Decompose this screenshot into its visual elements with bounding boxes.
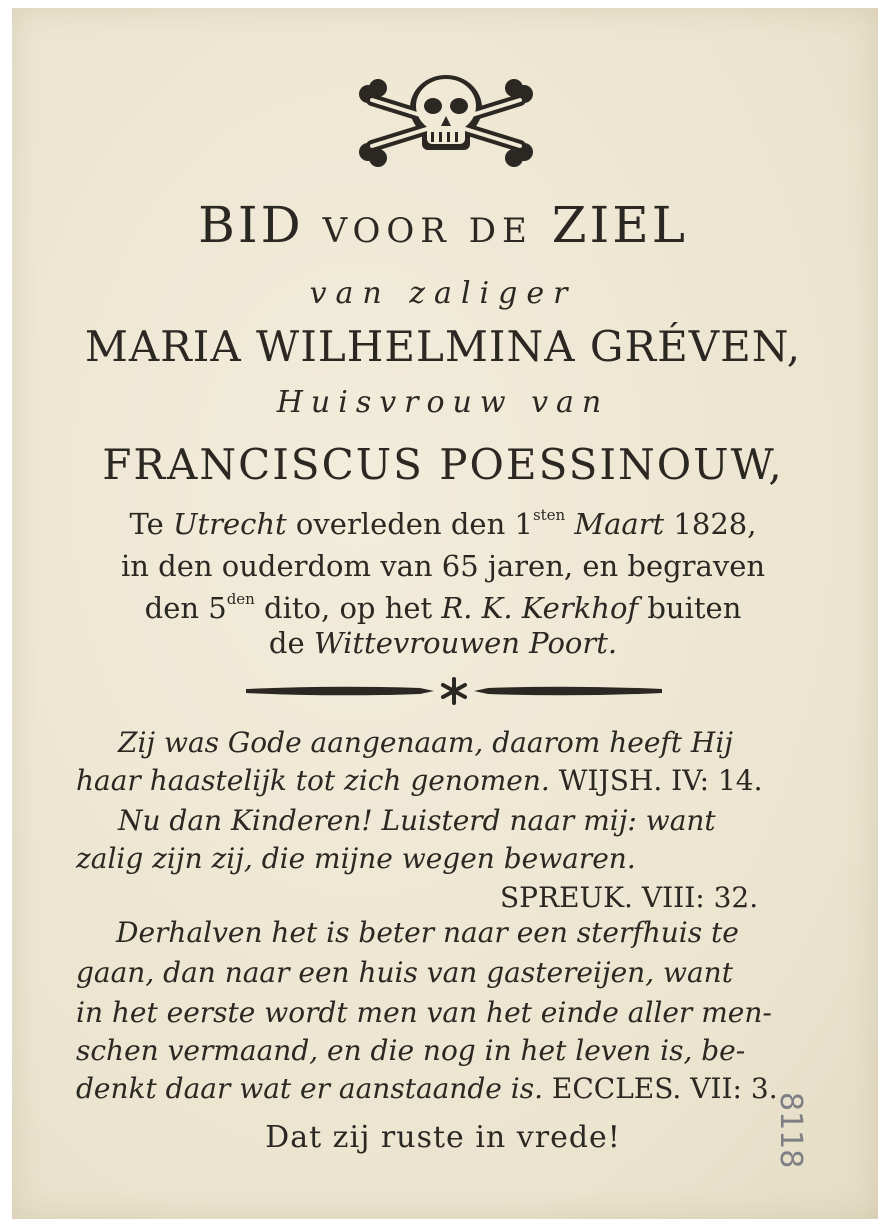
- title-ziel: ZIEL: [551, 196, 688, 254]
- verse-line-6: Derhalven het is beter naar een sterfhuis te: [116, 916, 739, 949]
- verse-line-10: denkt daar wat er aanstaande is. ECCLES. VII: 3.: [76, 1072, 778, 1105]
- subtitle-huisvrouw: Huisvrouw van: [276, 385, 610, 420]
- verse-line-7: gaan, dan naar een huis van gastereijen, want: [76, 956, 733, 989]
- verse-line-2: haar haastelijk tot zich genomen. WIJSH. IV: 14.: [76, 764, 763, 797]
- subtitle-van-zaliger: van zaliger: [309, 276, 577, 311]
- deceased-name: MARIA WILHELMINA GRÉVEN,: [84, 322, 802, 371]
- card-title: [0, 196, 886, 254]
- details-line-2: in den ouderdom van 65 jaren, en begraven: [120, 549, 766, 583]
- spouse-name: FRANCISCUS POESSINOUW,: [102, 440, 784, 489]
- verse-line-8: in het eerste wordt men van het einde aller men-: [76, 996, 772, 1029]
- title-voor-de: VOOR DE: [322, 211, 533, 251]
- skull-crossbones-icon: [358, 72, 534, 168]
- verse-ref-spreuk: SPREUK. VIII: 32.: [500, 881, 759, 914]
- catalog-stamp: 8118: [773, 1092, 808, 1169]
- verse-line-1: Zij was Gode aangenaam, daarom heeft Hij: [118, 726, 733, 759]
- closing-prayer: Dat zij ruste in vrede!: [265, 1120, 621, 1155]
- details-line-3: den $5^{den}$ dito, op het R. K. Kerkhof buiten: [144, 590, 742, 625]
- ornament-divider-icon: [244, 676, 664, 706]
- verse-line-3: Nu dan Kinderen! Luisterd naar mij: want: [118, 804, 716, 837]
- verse-line-9: schen vermaand, en die nog in het leven is, be-: [76, 1034, 746, 1067]
- details-line-1: Te Utrecht overleden den $1^{sten}$ Maart 1828,: [129, 506, 757, 541]
- verse-line-4: zalig zijn zij, die mijne wegen bewaren.: [76, 842, 636, 875]
- details-line-4: de Wittevrouwen Poort.: [268, 626, 618, 660]
- title-bid: BID: [198, 196, 304, 254]
